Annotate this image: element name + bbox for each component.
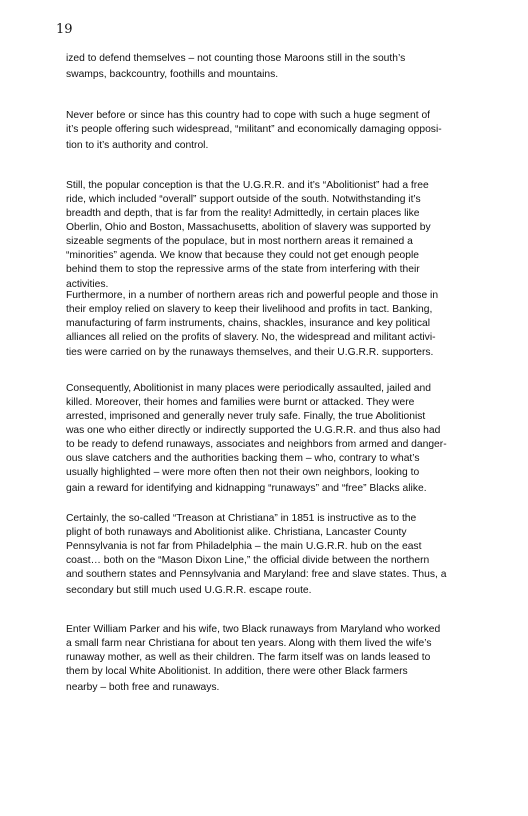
text-line: runaway mother, as well as their children. The farm itself was on lands leased to — [66, 652, 431, 663]
text-line: sizeable segments of the populace, but in most northern areas it remained a — [66, 236, 413, 247]
text-line: plight of both runaways and Abolitionist alike. Christiana, Lancaster County — [66, 527, 407, 538]
text-line: Pennsylvania is not far from Philadelphia – the main U.G.R.R. hub on the east — [66, 541, 422, 552]
text-line: ized to defend themselves – not counting those Maroons still in the south’s — [66, 53, 406, 64]
text-line: a small farm near Christiana for about ten years. Along with them lived the wife’s — [66, 638, 432, 649]
text-line: arrested, imprisoned and generally never truly safe. Finally, the true Abolitionist — [66, 411, 426, 422]
text-line: them by local White Abolitionist. In addition, there were other Black farmers — [66, 666, 408, 677]
text-line: it’s people offering such widespread, “militant” and economically damaging opposi- — [66, 124, 442, 135]
text-line: and southern states and Pennsylvania and Maryland: free and slave states. Thus, a — [66, 569, 447, 580]
text-line: Never before or since has this country had to cope with such a huge segment of — [66, 110, 431, 121]
text-line: Consequently, Abolitionist in many places were periodically assaulted, jailed and — [66, 383, 431, 394]
text-line: ride, which included “overall” support outside of the south. Notwithstanding it’s — [66, 194, 421, 205]
text-line: usually highlighted – were more often then not their own neighbors, looking to — [66, 467, 420, 478]
text-line: was one who either directly or indirectly supported the U.G.R.R. and thus also had — [66, 425, 441, 436]
page-number: 19 — [56, 22, 73, 37]
text-line: “minorities” agenda. We know that because they could not get enough people — [66, 250, 419, 261]
text-line: alliances all relied on the profits of slavery. No, the widespread and militant activi- — [66, 332, 436, 343]
text-line: Oberlin, Ohio and Boston, Massachusetts, abolition of slavery was supported by — [66, 222, 431, 233]
text-line: breadth and depth, that is far from the reality! Admittedly, in certain places like — [66, 208, 420, 219]
text-line: ous slave catchers and the authorities backing them – who, contrary to what’s — [66, 453, 420, 464]
text-line: nearby – both free and runaways. — [66, 682, 220, 693]
text-line: manufacturing of farm instruments, chains, shackles, insurance and key political — [66, 318, 430, 329]
text-line: activities. — [66, 279, 109, 290]
text-line: Still, the popular conception is that the U.G.R.R. and it’s “Abolitionist” had a free — [66, 180, 429, 191]
text-line: killed. Moreover, their homes and families were burnt or attacked. They were — [66, 397, 415, 408]
text-line: swamps, backcountry, foothills and mountains. — [66, 69, 279, 80]
text-line: Furthermore, in a number of northern areas rich and powerful people and those in — [66, 290, 439, 301]
text-line: to be ready to defend runaways, associates and neighbors from armed and danger- — [66, 439, 447, 450]
text-line: Enter William Parker and his wife, two Black runaways from Maryland who worked — [66, 624, 441, 635]
text-line: secondary but still much used U.G.R.R. escape route. — [66, 585, 312, 596]
text-line: ties were carried on by the runaways themselves, and their U.G.R.R. supporters. — [66, 347, 434, 358]
text-line: behind them to stop the repressive arms of the state from interfering with their — [66, 264, 420, 275]
text-line: their employ relied on slavery to keep their livelihood and profits in tact. Banking, — [66, 304, 433, 315]
text-line: Certainly, the so-called “Treason at Christiana” in 1851 is instructive as to the — [66, 513, 417, 524]
text-line: gain a reward for identifying and kidnapping “runaways” and “free” Blacks alike. — [66, 483, 427, 494]
text-line: coast… both on the “Mason Dixon Line,” the official divide between the northern — [66, 555, 430, 566]
text-line: tion to it’s authority and control. — [66, 140, 209, 151]
